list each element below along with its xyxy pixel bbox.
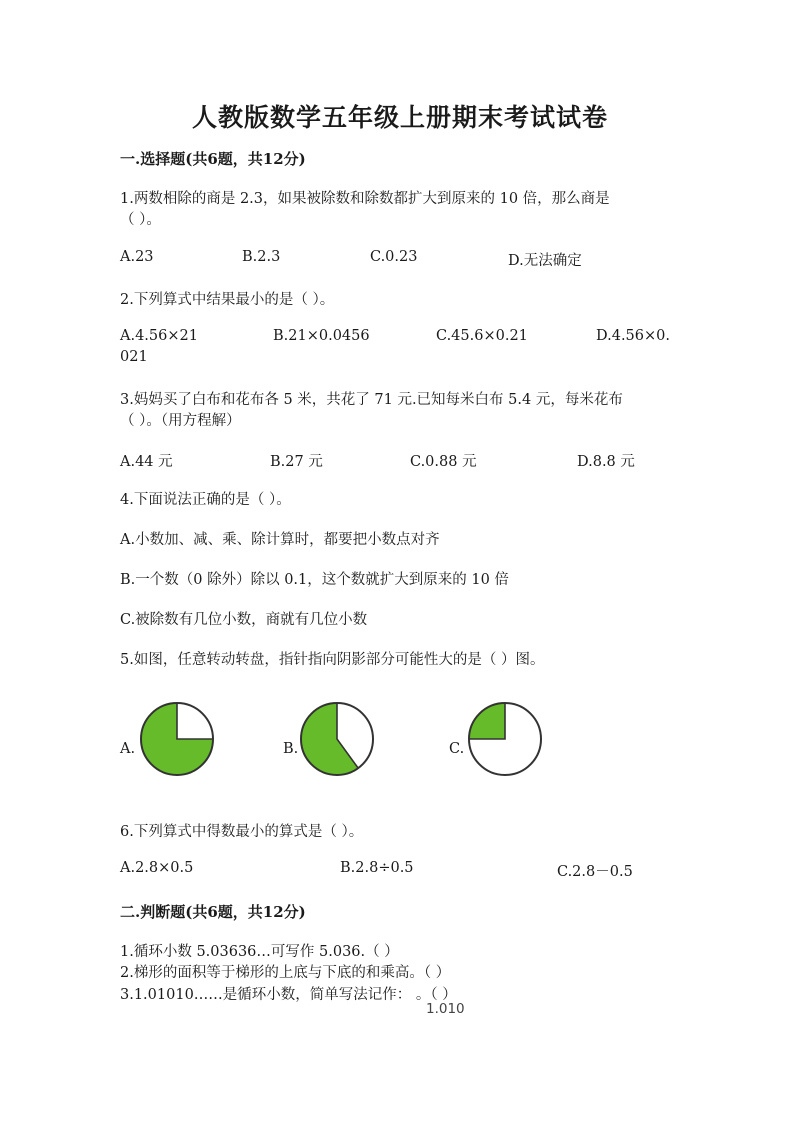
question-2-option-a: A.4.56×21 <box>120 328 198 344</box>
question-2-option-c: C.45.6×0.21 <box>436 328 528 344</box>
spinner-b-shaded-sector <box>301 703 358 775</box>
question-1-option-d: D.无法确定 <box>508 253 582 269</box>
judgement-question-2: 2.梯形的面积等于梯形的上底与下底的和乘高。（ ） <box>120 965 451 981</box>
section-heading-choice: 一.选择题(共6题，共12分) <box>120 150 306 168</box>
question-6-option-c: C.2.8－0.5 <box>557 864 633 880</box>
question-2-option-d: D.4.56×0. <box>596 328 670 344</box>
question-5-option-b: B. <box>283 741 299 757</box>
spinner-c-diagram <box>467 701 543 777</box>
question-5-option-a: A. <box>120 741 136 757</box>
judgement-question-1: 1.循环小数 5.03636…可写作 5.036.（ ） <box>120 944 399 960</box>
question-3-line-1: 3.妈妈买了白布和花布各 5 米，共花了 71 元.已知每米白布 5.4 元，每米花布 <box>120 392 623 408</box>
question-3-option-a: A.44 元 <box>120 454 173 470</box>
page-title: 人教版数学五年级上册期末考试试卷 <box>191 103 608 132</box>
question-1-line-2: （ ）。 <box>120 212 161 228</box>
spinner-b-diagram <box>299 701 375 777</box>
question-6-option-a: A.2.8×0.5 <box>120 860 194 876</box>
question-2-option-d-wrap: 021 <box>120 349 148 365</box>
question-3-line-2: （ ）。（用方程解） <box>120 413 241 429</box>
question-3-option-b: B.27 元 <box>270 454 323 470</box>
question-3-option-d: D.8.8 元 <box>577 454 635 470</box>
question-4-option-b: B.一个数（0 除外）除以 0.1，这个数就扩大到原来的 10 倍 <box>120 572 509 588</box>
question-4-option-a: A.小数加、减、乘、除计算时，都要把小数点对齐 <box>120 532 440 548</box>
section-heading-judgement: 二.判断题(共6题，共12分) <box>120 903 306 921</box>
repeating-decimal-notation: 1.010 <box>426 1001 465 1017</box>
question-4-option-c: C.被除数有几位小数，商就有几位小数 <box>120 612 368 628</box>
spinner-a-diagram <box>139 701 215 777</box>
question-1-option-c: C.0.23 <box>370 249 418 265</box>
question-1-option-b: B.2.3 <box>242 249 281 265</box>
question-5-option-c: C. <box>449 741 465 757</box>
question-2-option-b: B.21×0.0456 <box>273 328 370 344</box>
question-6-line-1: 6.下列算式中得数最小的算式是（ ）。 <box>120 824 364 840</box>
question-6-option-b: B.2.8÷0.5 <box>340 860 414 876</box>
judgement-question-3: 3.1.01010……是循环小数，简单写法记作： 。（ ） <box>120 987 457 1003</box>
question-3-option-c: C.0.88 元 <box>410 454 477 470</box>
question-2-line-1: 2.下列算式中结果最小的是（ ）。 <box>120 292 335 308</box>
question-1-line-1: 1.两数相除的商是 2.3，如果被除数和除数都扩大到原来的 10 倍，那么商是 <box>120 191 610 207</box>
question-1-option-a: A.23 <box>120 249 154 265</box>
question-5-line-1: 5.如图，任意转动转盘，指针指向阴影部分可能性大的是（ ）图。 <box>120 652 545 668</box>
question-4-line-1: 4.下面说法正确的是（ ）。 <box>120 492 291 508</box>
